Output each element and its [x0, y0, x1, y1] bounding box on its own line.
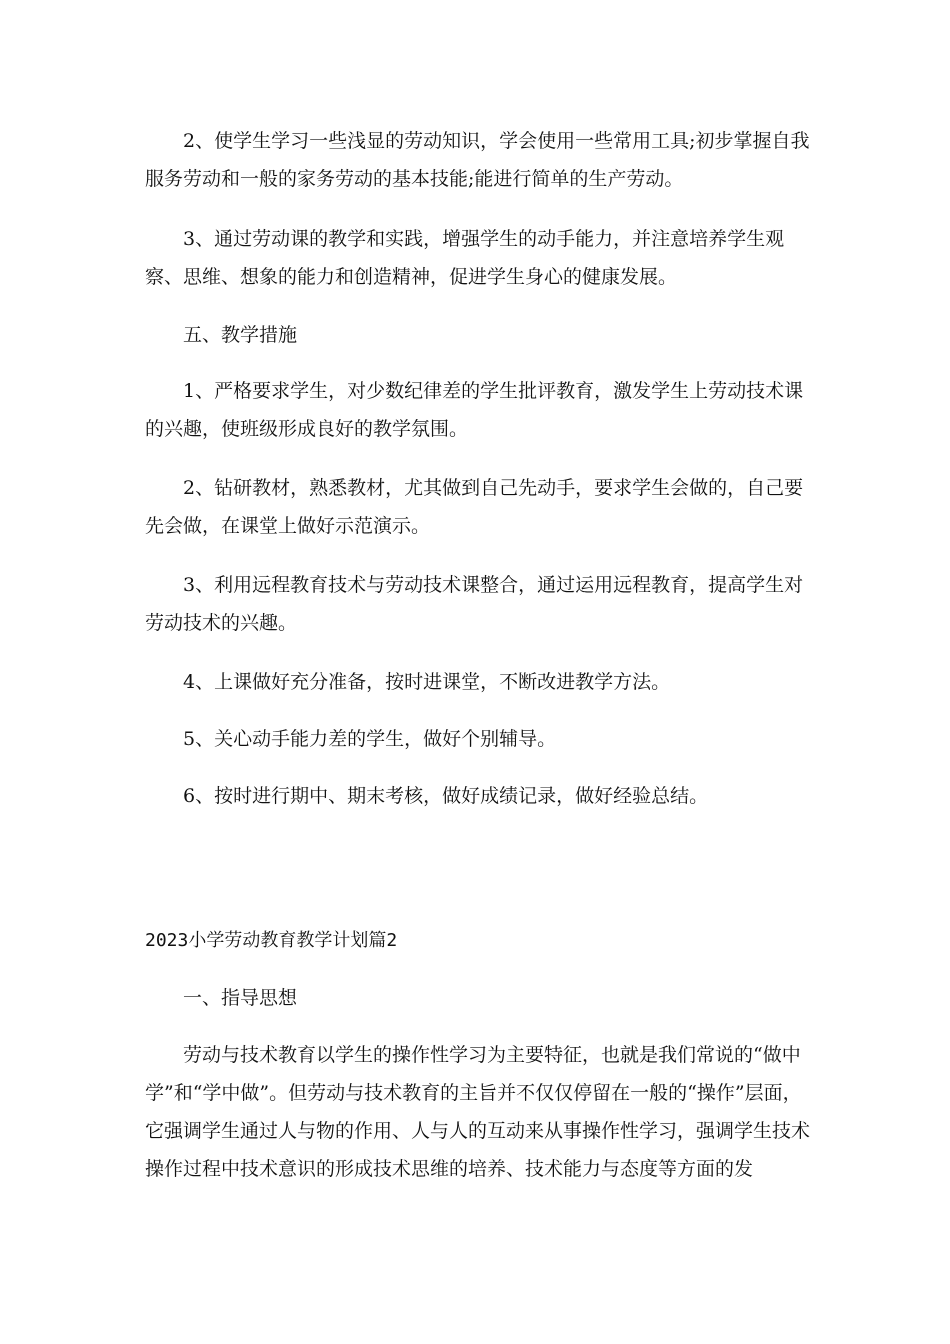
measure-paragraph-6: 6、按时进行期中、期末考核，做好成绩记录，做好经验总结。 [183, 785, 709, 807]
guiding-ideology-paragraph: 劳动与技术教育以学生的操作性学习为主要特征，也就是我们常说的“做中学”和“学中做”。但劳动与技术教育的主旨并不仅仅停留在一般的“操作”层面，它强调学生通过人与物的作用、人与人的互动来从事操作性学习，强调学生技术操作过程中技术意识的形成技术思维的培养、技术能力与态度等方面的发 [145, 1044, 811, 1180]
measure-paragraph-1: 1、严格要求学生，对少数纪律差的学生批评教育，激发学生上劳动技术课的兴趣，使班级形成良好的教学氛围。 [145, 380, 804, 440]
measure-paragraph-5: 5、关心动手能力差的学生，做好个别辅导。 [183, 728, 557, 750]
section-heading-measures: 五、教学措施 [183, 324, 298, 346]
article-title: 2023小学劳动教育教学计划篇2 [145, 930, 398, 951]
section-heading-guiding-ideology: 一、指导思想 [183, 987, 298, 1009]
goal-paragraph-3: 3、通过劳动课的教学和实践，增强学生的动手能力，并注意培养学生观察、思维、想象的能力和创造精神，促进学生身心的健康发展。 [145, 228, 785, 288]
measure-paragraph-4: 4、上课做好充分准备，按时进课堂，不断改进教学方法。 [183, 671, 671, 693]
goal-paragraph-2: 2、使学生学习一些浅显的劳动知识，学会使用一些常用工具;初步掌握自我服务劳动和一般的家务劳动的基本技能;能进行简单的生产劳动。 [145, 130, 810, 190]
measure-paragraph-3: 3、利用远程教育技术与劳动技术课整合，通过运用远程教育，提高学生对劳动技术的兴趣。 [145, 574, 804, 634]
measure-paragraph-2: 2、钻研教材，熟悉教材，尤其做到自己先动手，要求学生会做的，自己要先会做，在课堂上做好示范演示。 [145, 477, 804, 537]
